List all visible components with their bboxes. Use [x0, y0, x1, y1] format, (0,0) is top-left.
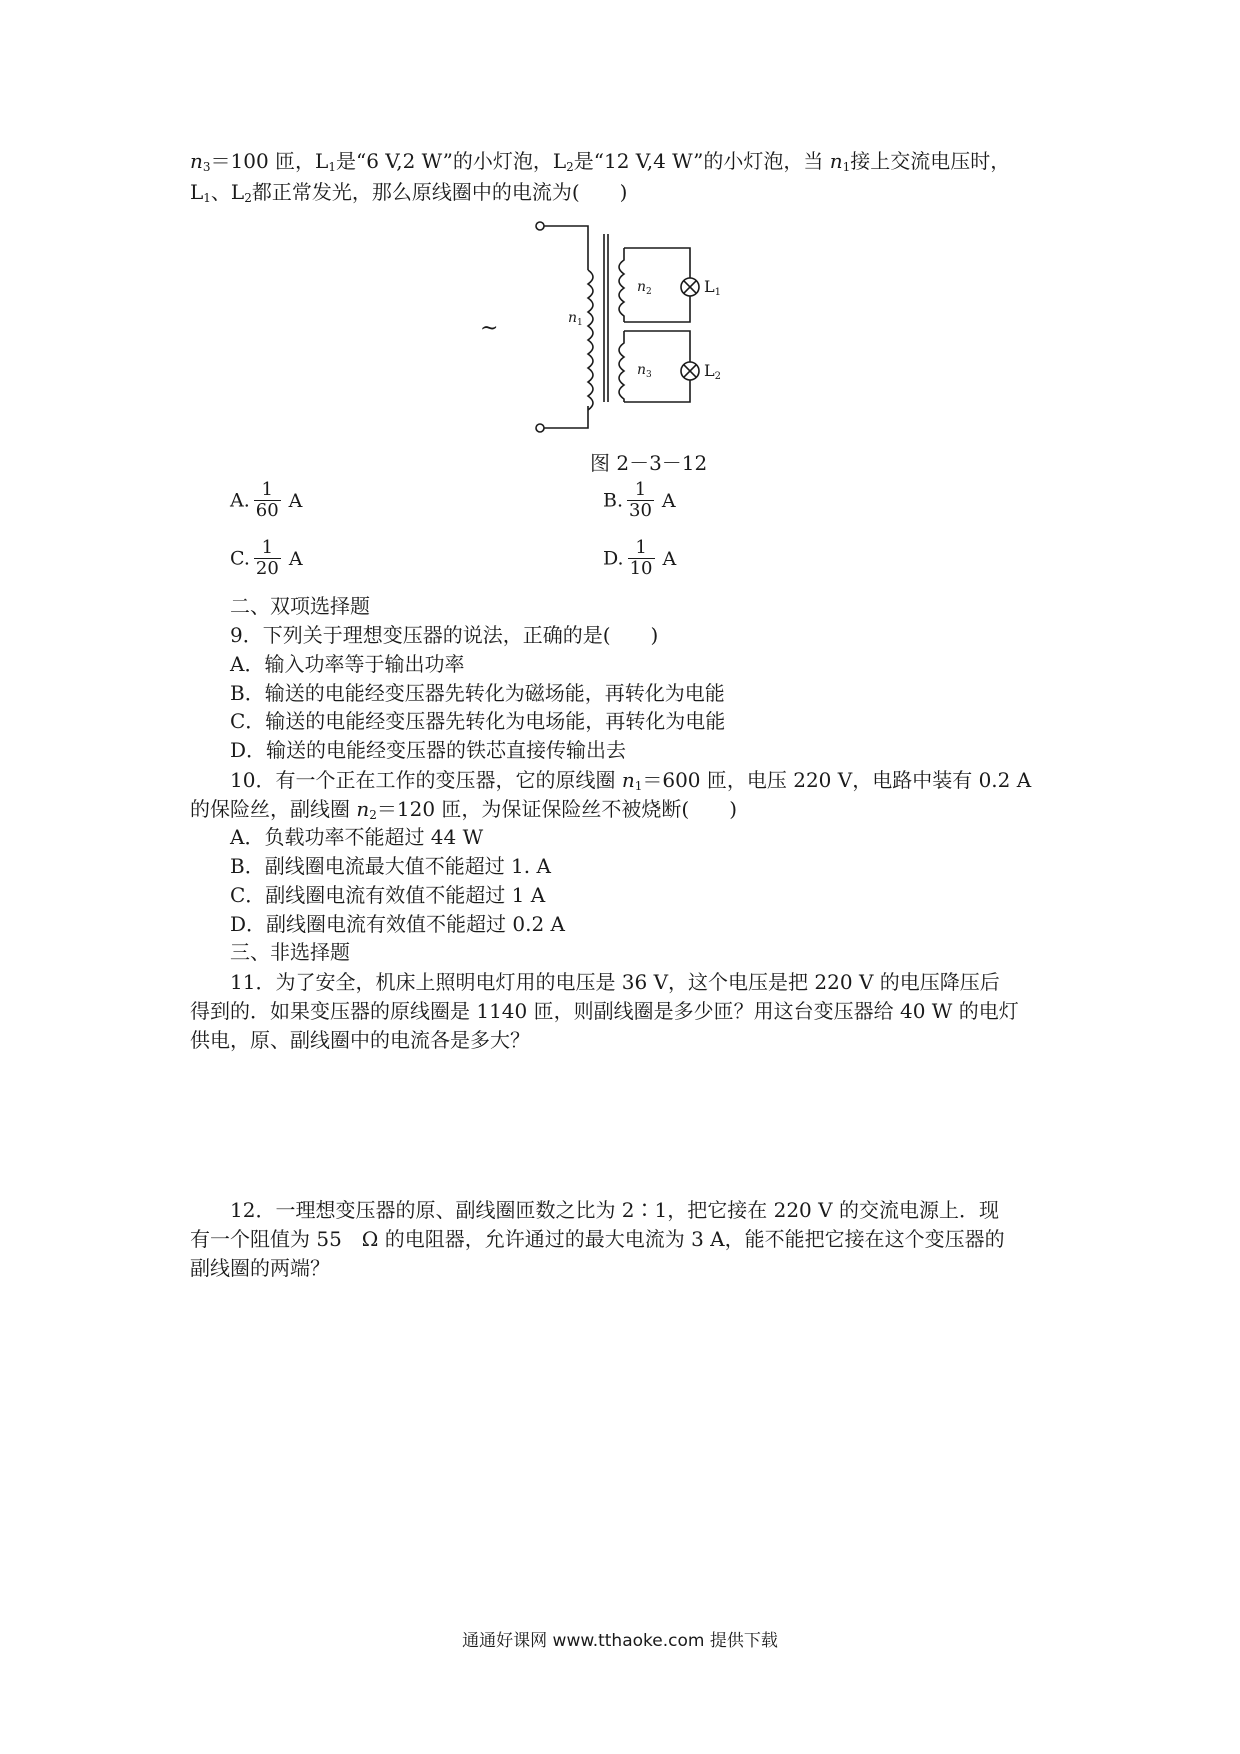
n2-lead-top	[624, 248, 690, 278]
q9-option-d[interactable]: D．输送的电能经变压器的铁芯直接传输出去	[230, 738, 627, 762]
label-n3: $n_3$	[637, 362, 652, 380]
q8-option-c[interactable]: C. $\frac{1}{20}$ A	[230, 537, 303, 579]
q8-option-a[interactable]: A. $\frac{1}{60}$ A	[230, 479, 303, 521]
label-n1: $n_1$	[568, 310, 583, 328]
label-L2: L2	[704, 361, 721, 382]
q9-stem: 9．下列关于理想变压器的说法，正确的是( )	[230, 623, 659, 647]
ac-source-symbol: ~	[480, 316, 499, 341]
q9-option-b[interactable]: B．输送的电能经变压器先转化为磁场能，再转化为电能	[230, 681, 725, 705]
n2-lead-bottom	[624, 296, 690, 322]
q9-option-a[interactable]: A．输入功率等于输出功率	[230, 652, 465, 676]
transformer-circuit-diagram	[480, 212, 750, 440]
fraction: $\frac{1}{20}$	[255, 537, 279, 579]
q11-line2: 得到的．如果变压器的原线圈是 1140 匝，则副线圈是多少匝？用这台变压器给 40 W 的电灯	[190, 999, 1019, 1023]
q8-option-d[interactable]: D. $\frac{1}{10}$ A	[603, 537, 677, 579]
fraction: $\frac{1}{10}$	[629, 537, 653, 579]
fraction: $\frac{1}{30}$	[629, 479, 652, 521]
n3-lead-bottom	[624, 380, 690, 402]
q12-line2: 有一个阻值为 55 Ω 的电阻器，允许通过的最大电流为 3 A，能不能把它接在这个变压器的	[190, 1227, 1005, 1251]
q11-line1: 11．为了安全，机床上照明电灯用的电压是 36 V，这个电压是把 220 V 的电压降压后	[230, 970, 1000, 994]
var-n3: n	[190, 149, 203, 173]
q8-line2: $L_1$、$L_2$都正常发光，那么原线圈中的电流为( )	[190, 180, 628, 205]
q8-option-b[interactable]: B. $\frac{1}{30}$ A	[603, 479, 676, 521]
section-heading-non-choice: 三、非选择题	[230, 940, 350, 964]
q11-line3: 供电，原、副线圈中的电流各是多大？	[190, 1028, 530, 1052]
input-terminal-top	[536, 222, 544, 230]
q10-option-b[interactable]: B．副线圈电流最大值不能超过 1. A	[230, 854, 551, 878]
footer-source: 通通好课网 www.tthaoke.com 提供下载	[462, 1631, 778, 1651]
n3-lead-top	[624, 331, 690, 362]
figure-caption: 图 2－3－12	[590, 451, 708, 475]
primary-lead-top	[544, 226, 588, 270]
q10-option-d[interactable]: D．副线圈电流有效值不能超过 0.2 A	[230, 912, 565, 936]
q8-line1: $n_3=100$ 匝，$L_1$是“6 V,2 W”的小灯泡，$L_2$是“12 V,4 W”的小灯泡，当 $n_1$接上交流电压时，	[190, 149, 1011, 174]
q12-line3: 副线圈的两端？	[190, 1256, 330, 1280]
q10-option-c[interactable]: C．副线圈电流有效值不能超过 1 A	[230, 883, 546, 907]
q10-stem-line1: 10．有一个正在工作的变压器，它的原线圈 $n_1=600$ 匝，电压 220 V，电路中装有 0.2 A	[230, 768, 1032, 793]
q12-line1: 12．一理想变压器的原、副线圈匝数之比为 2∶1，把它接在 220 V 的交流电源上．现	[230, 1198, 999, 1222]
label-L1: L1	[704, 277, 721, 298]
input-terminal-bottom	[536, 424, 544, 432]
label-n2: $n_2$	[637, 279, 652, 297]
q10-option-a[interactable]: A．负载功率不能超过 44 W	[230, 825, 484, 849]
n2-coil	[619, 248, 624, 322]
n3-coil	[619, 331, 624, 402]
q10-stem-line2: 的保险丝，副线圈 $n_2=120$ 匝，为保证保险丝不被烧断( )	[190, 797, 738, 822]
section-heading-double-choice: 二、双项选择题	[230, 594, 370, 618]
q9-option-c[interactable]: C．输送的电能经变压器先转化为电场能，再转化为电能	[230, 709, 726, 733]
primary-coil	[588, 270, 593, 410]
fraction: $\frac{1}{60}$	[255, 479, 279, 521]
primary-lead-bottom	[544, 406, 588, 428]
